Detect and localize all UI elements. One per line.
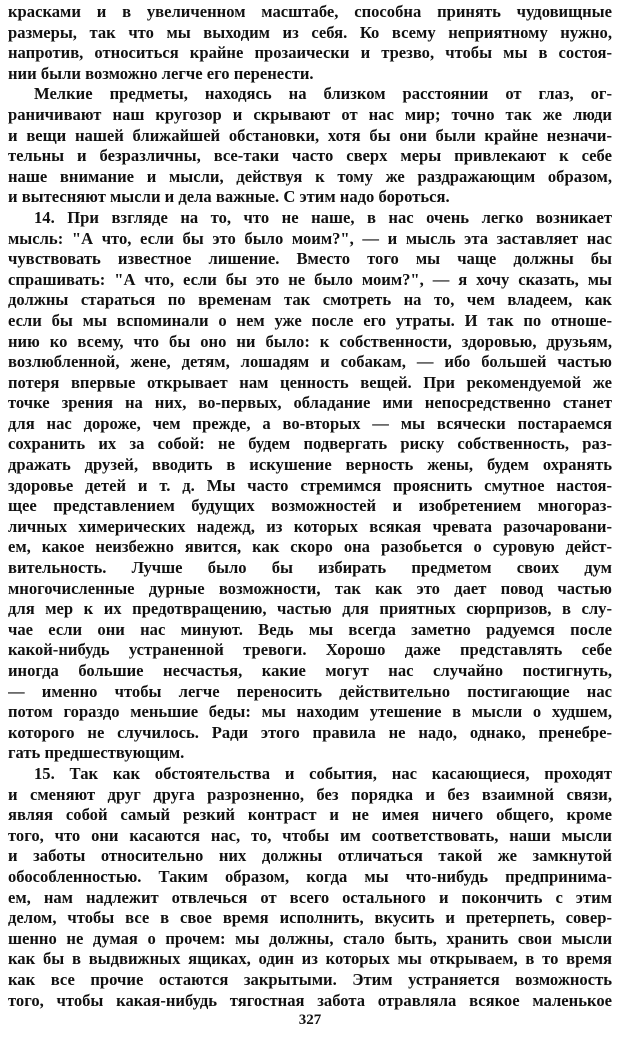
text-line: 14. При взгляде на то, что не наше, в нас очень легко возникает bbox=[34, 207, 612, 227]
text-line: нию ко всему, что бы оно ни было: к собственности, здоровью, друзьям, bbox=[8, 331, 612, 351]
text-line: делом, чтобы все в свое время исполнить, вкусить и претерпеть, совер- bbox=[8, 908, 612, 928]
text-line: спрашивать: "А что, если бы это не было моим?", — я хочу сказать, мы bbox=[8, 269, 612, 289]
text-line: как бы в выдвижных ящиках, один из которых мы открываем, в то время bbox=[8, 949, 612, 969]
text-line: раничивают наш кругозор и скрывают от нас мир; точно так же люди bbox=[8, 104, 612, 124]
text-line: Мелкие предметы, находясь на близком расстоянии от глаз, ог- bbox=[34, 84, 612, 104]
text-line: возлюбленной, жене, детям, лошадям и собакам, — ибо большей частью bbox=[8, 352, 612, 372]
text-line: того, чтобы какая-нибудь тягостная забота отравляла всякое маленькое bbox=[8, 990, 612, 1010]
text-line: обособленностью. Таким образом, когда мы что-нибудь предпринима- bbox=[8, 866, 612, 886]
text-line: чае если они нас минуют. Ведь мы всегда заметно радуемся после bbox=[8, 619, 612, 639]
text-line: красками и в увеличенном масштабе, способна принять чудовищные bbox=[8, 2, 612, 21]
text-line: если бы мы вспоминали о нем уже после его утраты. И так по отноше- bbox=[8, 310, 612, 330]
text-line: и вещи нашей ближайшей обстановки, хотя бы они были крайне незначи- bbox=[8, 125, 612, 145]
text-line: являя собой самый резкий контраст и не имея ничего общего, кроме bbox=[8, 805, 612, 825]
text-line: размеры, так что мы выходим из себя. Ко всему неприятному нужно, bbox=[8, 22, 612, 42]
text-line: щее представлением будущих возможностей и изобретением многораз- bbox=[8, 496, 612, 516]
text-line: для мер к их предотвращению, частью для приятных сюрпризов, в слу- bbox=[8, 599, 612, 619]
text-line: и вытесняют мысли и дела важные. С этим надо бороться. bbox=[8, 187, 450, 207]
text-line: многочисленные дурные возможности, так как это дает повод частью bbox=[8, 578, 612, 598]
text-line: личных химерических надежд, из которых всякая чревата разочаровани- bbox=[8, 516, 612, 536]
page-number: 327 bbox=[298, 1012, 322, 1028]
text-line: дражать друзей, вводить в искушение верность жены, будем охранять bbox=[8, 455, 612, 475]
text-line: как все прочие остаются закрытыми. Этим устраняется возможность bbox=[8, 969, 612, 989]
text-line: и заботы относительно них должны отличаться такой же замкнутой bbox=[8, 846, 612, 866]
text-line: точке зрения на них, во-первых, обладание ими непосредственно станет bbox=[8, 393, 612, 413]
text-line: того, что они касаются нас, то, чтобы им соответствовать, наши мысли bbox=[8, 825, 612, 845]
text-line: потом гораздо меньшие беды: мы находим утешение в мысли о худшем, bbox=[8, 702, 612, 722]
text-line: для нас дороже, чем прежде, а во-вторых — мы всячески постараемся bbox=[8, 413, 612, 433]
body-text bbox=[8, 2, 612, 1011]
text-line: чувствовать известное лишение. Вместо того мы чаще должны бы bbox=[8, 249, 612, 269]
text-line: потеря впервые открывает нам ценность вещей. При рекомендуемой же bbox=[8, 372, 612, 392]
text-line: 15. Так как обстоятельства и события, нас касающиеся, проходят bbox=[34, 763, 612, 783]
text-line: напротив, относиться крайне прозаически и трезво, чтобы мы в состоя- bbox=[8, 43, 612, 63]
text-line: вительность. Лучше было бы избирать предметом своих дум bbox=[8, 558, 612, 578]
text-line: и сменяют друг друга разрозненно, без порядка и без взаимной связи, bbox=[8, 784, 612, 804]
text-line: гать предшествующим. bbox=[8, 743, 185, 763]
text-line: которого не случилось. Ради этого правила не надо, однако, пренебре- bbox=[8, 722, 612, 742]
text-line: нии были возможно легче его перенести. bbox=[8, 63, 314, 83]
text-line: ем, нам надлежит отвлечься от всего остального и покончить с этим bbox=[8, 887, 612, 907]
text-line: — именно чтобы легче переносить действительно постигающие нас bbox=[8, 681, 612, 701]
text-line: должны стараться по временам так смотреть на то, чем владеем, как bbox=[8, 290, 612, 310]
text-line: иногда большие несчастья, какие могут нас случайно постигнуть, bbox=[8, 661, 612, 680]
text-line: сохранить их за собой: не будем подвергать риску собственность, раз- bbox=[8, 434, 612, 454]
text-line: наше внимание и мысли, действуя к тому же раздражающим образом, bbox=[8, 166, 612, 186]
text-line: шенно не думая о прочем: мы должны, стало быть, хранить свои мысли bbox=[8, 928, 612, 948]
text-line: какой-нибудь устраненной тревоги. Хорошо даже представлять себе bbox=[8, 640, 612, 660]
text-line: тельны и безразличны, все-таки часто сверх меры привлекают к себе bbox=[8, 146, 612, 166]
text-line: мысль: "А что, если бы это было моим?", — и мысль эта заставляет нас bbox=[8, 228, 612, 248]
text-line: ем, какое неизбежно явится, как скоро она разобьется о суровую дейст- bbox=[8, 537, 612, 557]
text-line: здоровье детей и т. д. Мы часто стремимся прояснить смутное настоя- bbox=[8, 475, 612, 495]
